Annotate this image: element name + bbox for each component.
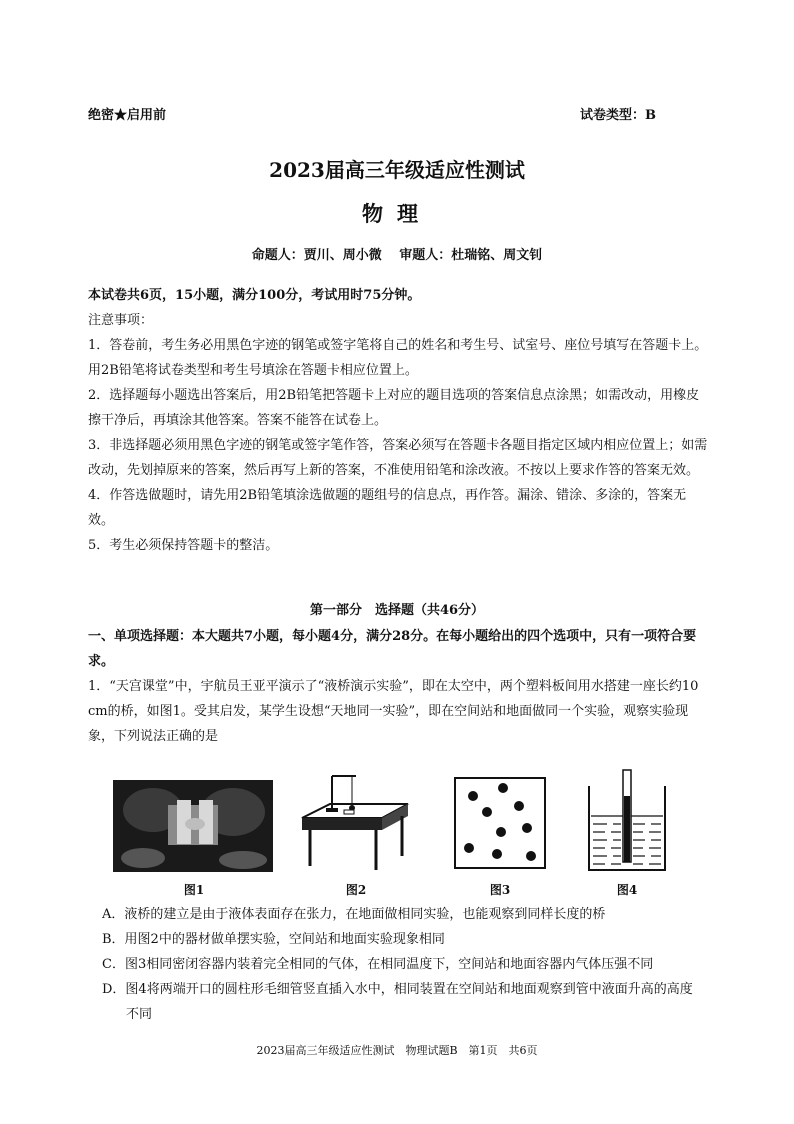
notice-heading: 注意事项： [88, 313, 154, 328]
option-c: C．图3相同密闭容器内装着完全相同的气体，在相同温度下，空间站和地面容器内气体压强不同 [102, 957, 654, 972]
option-a: A．液桥的建立是由于液体表面存在张力，在地面做相同实验，也能观察到同样长度的桥 [102, 907, 606, 922]
question-1-stem: 1．“天宫课堂”中，宇航员王亚平演示了“液桥演示实验”，即在太空中，两个塑料板间用水搭建一座长约10 cm的桥，如图1。受其启发，某学生设想“天地同一实验”，即在空间站和地面做同一个实验，观察实验现象，下列说法正确的是 [88, 679, 699, 744]
notice-list [88, 333, 708, 558]
figure-3-caption: 图3 [489, 883, 511, 897]
paper-type-label: 试卷类型：B [580, 108, 656, 123]
figure-1-liquid-bridge-photo [113, 780, 273, 872]
secrecy-label: 绝密★启用前 [88, 108, 167, 123]
page-footer: 2023届高三年级适应性测试 物理试题B 第1页 共6页 [256, 1044, 538, 1057]
intro-line: 本试卷共6页，15小题，满分100分，考试用时75分钟。 [88, 288, 421, 303]
figure-3-gas-container [453, 776, 547, 870]
notice-item: 1．答卷前，考生务必用黑色字迹的钢笔或签字笔将自己的姓名和考生号、试室号、座位号填写在答题卡上。用2B铅笔将试卷类型和考生号填涂在答题卡相应位置上。 [88, 338, 708, 378]
figure-2-pendulum-apparatus [296, 770, 416, 874]
option-d: D．图4将两端开口的圆柱形毛细管竖直插入水中，相同装置在空间站和地面观察到管中液面升高的高度不同 [102, 982, 693, 1022]
figure-2-caption: 图2 [345, 883, 367, 897]
notice-item: 5．考生必须保持答题卡的整洁。 [88, 538, 279, 553]
exam-title: 2023届高三年级适应性测试 [269, 158, 525, 182]
question-1-options [102, 902, 702, 1027]
figure-1-caption: 图1 [183, 883, 205, 897]
notice-item: 2．选择题每小题选出答案后，用2B铅笔把答题卡上对应的题目选项的答案信息点涂黑；如需改动，用橡皮擦干净后，再填涂其他答案。答案不能答在试卷上。 [88, 388, 700, 428]
notice-item: 4．作答选做题时，请先用2B铅笔填涂选做题的题组号的信息点，再作答。漏涂、错涂、多涂的，答案无效。 [88, 488, 687, 528]
authors-line: 命题人：贾川、周小微 审题人：杜瑞铭、周文钊 [251, 248, 543, 263]
subject-title: 物理 [362, 201, 432, 226]
figure-4-caption: 图4 [616, 883, 638, 897]
option-b: B．用图2中的器材做单摆实验，空间站和地面实验现象相同 [102, 932, 445, 947]
notice-item: 3．非选择题必须用黑色字迹的钢笔或签字笔作答，答案必须写在答题卡各题目指定区域内相应位置上；如需改动，先划掉原来的答案，然后再写上新的答案，不准使用铅笔和涂改液。不按以上要求作答的答案无效。 [88, 438, 708, 478]
section-title: 第一部分 选择题（共46分） [309, 603, 485, 618]
figure-4-capillary-tube [585, 766, 669, 874]
part-one-instructions: 一、单项选择题：本大题共7小题，每小题4分，满分28分。在每小题给出的四个选项中，只有一项符合要求。 [88, 629, 697, 669]
